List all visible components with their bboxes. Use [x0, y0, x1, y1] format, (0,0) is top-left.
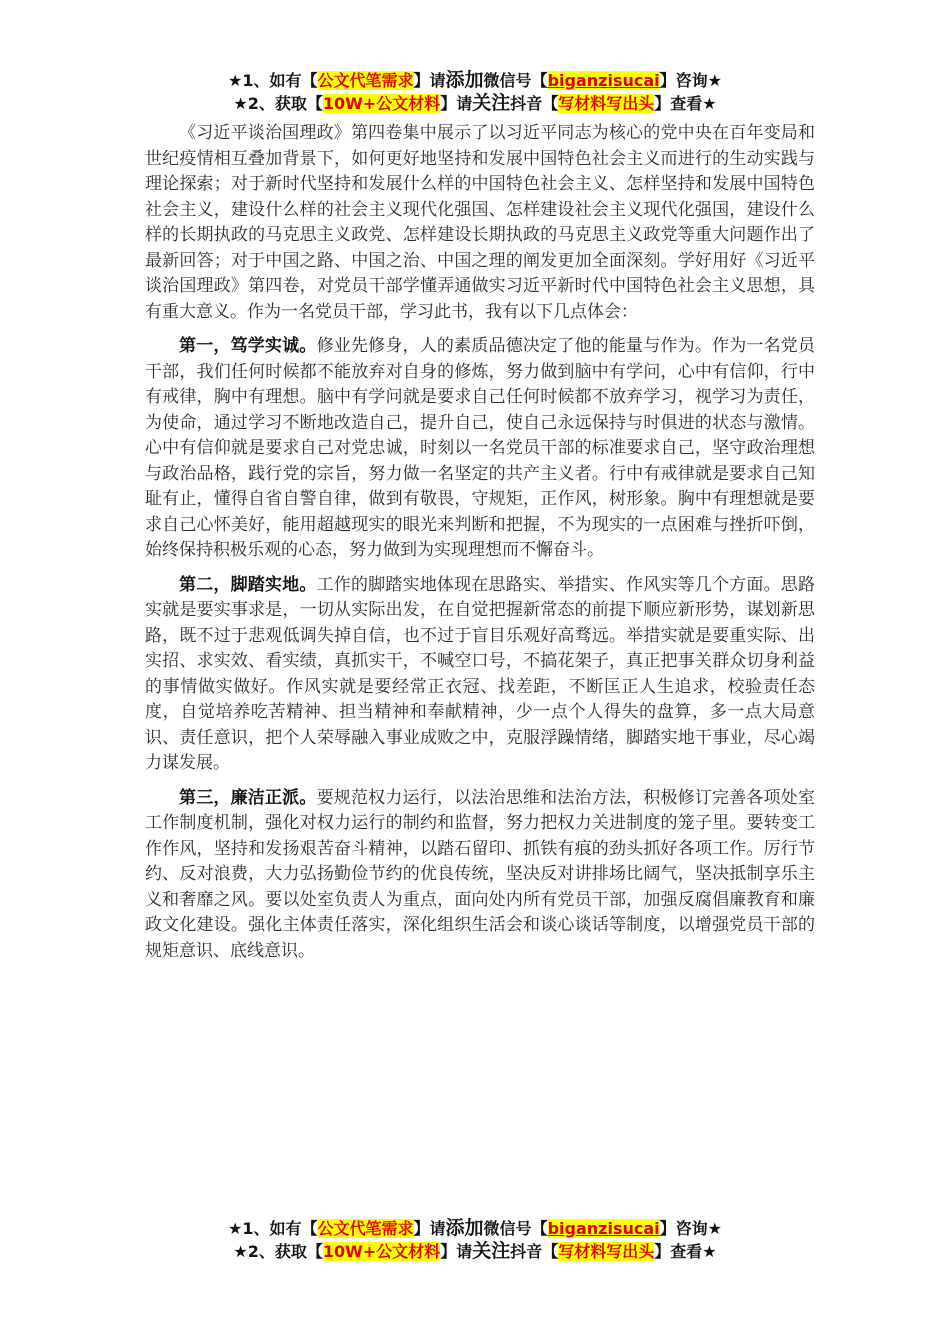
banner-text: 微信号【	[483, 1219, 548, 1238]
section-text: 工作的脚踏实地体现在思路实、举措实、作风实等几个方面。思路实就是要实事求是，一切从实际出发，在自觉把握新常态的前提下顺应新形势，谋划新思路，既不过于悲观低调失掉自信，也不过于盲目乐观好高骛远。举措实就是要重实际、出实招、求实效、看实绩，真抓实干，不喊空口号，不搞花架子，真正把事关群众切身利益的事情做实做好。作风实就是要经常正衣冠、找差距，不断匡正人生追求，校验责任态度，自觉培养吃苦精神、担当精神和奉献精神，少一点个人得失的盘算，多一点大局意识、责任意识，把个人荣辱融入事业成败之中，克服浮躁情绪，脚踏实地干事业，尽心竭力谋发展。	[145, 574, 816, 773]
wechat-id-link[interactable]: biganzisucai	[547, 1219, 660, 1238]
banner-text: ★2、获取【	[233, 1242, 323, 1261]
banner-text: ★2、获取【	[233, 94, 323, 113]
header-banner	[0, 69, 950, 115]
highlight-service: 公文代笔需求	[317, 1219, 414, 1238]
highlight-materials: 10W+公文材料	[322, 94, 441, 113]
banner-text: 】请	[413, 71, 446, 90]
banner-text: ★1、如有【	[228, 71, 318, 90]
banner-text: 抖音【	[510, 94, 559, 113]
section-text: 要规范权力运行，以法治思维和法治方法，积极修订完善各项处室工作制度机制，强化对权力运行的制约和监督，努力把权力关进制度的笼子里。要转变工作作风，坚持和发扬艰苦奋斗精神，以踏石留印、抓铁有痕的劲头抓好各项工作。厉行节约、反对浪费，大力弘扬勤俭节约的优良传统，坚决反对讲排场比阔气，坚决抵制享乐主义和奢靡之风。要以处室负责人为重点，面向处内所有党员干部，加强反腐倡廉教育和廉政文化建设。强化主体责任落实，深化组织生活会和谈心谈话等制度，以增强党员干部的规矩意识、底线意识。	[145, 787, 816, 961]
banner-emphasis: 添加	[445, 1217, 484, 1239]
article-body	[145, 121, 815, 964]
banner-line-1	[0, 69, 950, 92]
douyin-account-link[interactable]: 写材料写出头	[558, 94, 655, 113]
banner-text: 】咨询★	[659, 71, 722, 90]
section-paragraph-2	[145, 573, 815, 777]
section-heading: 第三，廉洁正派。	[179, 787, 317, 808]
banner-text: ★1、如有【	[228, 1219, 318, 1238]
banner-emphasis: 关注	[472, 1240, 511, 1262]
douyin-account-link[interactable]: 写材料写出头	[558, 1242, 655, 1261]
section-text: 修业先修身，人的素质品德决定了他的能量与作为。作为一名党员干部，我们任何时候都不能放弃对自身的修炼，努力做到脑中有学问，心中有信仰，行中有戒律，胸中有理想。脑中有学问就是要求自己任何时候都不放弃学习，视学习为责任，为使命，通过学习不断地改造自己，提升自己，使自己永远保持与时俱进的状态与激情。心中有信仰就是要求自己对党忠诚，时刻以一名党员干部的标准要求自己，坚守政治理想与政治品格，践行党的宗旨，努力做一名坚定的共产主义者。行中有戒律就是要求自己知耻有止，懂得自省自警自律，做到有敬畏，守规矩，正作风，树形象。胸中有理想就是要求自己心怀美好，能用超越现实的眼光来判断和把握，不为现实的一点困难与挫折吓倒，始终保持积极乐观的心态，努力做到为实现理想而不懈奋斗。	[145, 336, 816, 560]
banner-text: 】咨询★	[659, 1219, 722, 1238]
banner-text: 】请	[413, 1219, 446, 1238]
highlight-service: 公文代笔需求	[317, 71, 414, 90]
banner-text: 】查看★	[654, 1242, 717, 1261]
banner-emphasis: 关注	[472, 92, 511, 114]
banner-text: 微信号【	[483, 71, 548, 90]
section-heading: 第二，脚踏实地。	[179, 574, 317, 595]
banner-text: 】查看★	[654, 94, 717, 113]
intro-paragraph: 《习近平谈治国理政》第四卷集中展示了以习近平同志为核心的党中央在百年变局和世纪疫情相互叠加背景下，如何更好地坚持和发展中国特色社会主义而进行的生动实践与理论探索；对于新时代坚持和发展什么样的中国特色社会主义、怎样坚持和发展中国特色社会主义，建设什么样的社会主义现代化强国、怎样建设社会主义现代化强国，建设什么样的长期执政的马克思主义政党、怎样建设长期执政的马克思主义政党等重大问题作出了最新回答；对于中国之路、中国之治、中国之理的阐发更加全面深刻。学好用好《习近平谈治国理政》第四卷，对党员干部学懂弄通做实习近平新时代中国特色社会主义思想，具有重大意义。作为一名党员干部，学习此书，我有以下几点体会：	[145, 123, 815, 322]
section-heading: 第一，笃学实诚。	[179, 336, 317, 356]
banner-line-2	[0, 1240, 950, 1263]
banner-line-1	[0, 1217, 950, 1240]
banner-emphasis: 添加	[445, 69, 484, 91]
highlight-materials: 10W+公文材料	[322, 1242, 441, 1261]
section-paragraph-3	[145, 786, 815, 965]
banner-text: 】请	[440, 94, 473, 113]
section-paragraph-1	[145, 334, 815, 564]
footer-banner	[0, 1217, 950, 1263]
banner-line-2	[0, 92, 950, 115]
banner-text: 】请	[440, 1242, 473, 1261]
banner-text: 抖音【	[510, 1242, 559, 1261]
wechat-id-link[interactable]: biganzisucai	[547, 71, 660, 90]
